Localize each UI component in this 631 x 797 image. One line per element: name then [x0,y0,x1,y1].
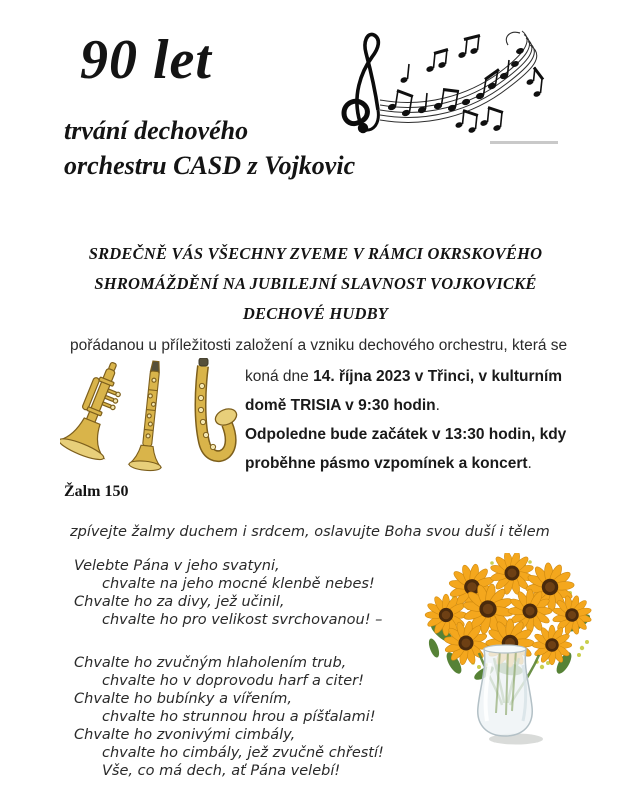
poem-line: chvalte ho strunnou hrou a píšťalami! [102,709,376,725]
sunflowers-svg [424,553,596,795]
music-notes-image [334,24,564,144]
clarinet-icon [129,360,172,472]
psalm-poem [74,557,384,780]
instruments-image [60,358,238,482]
psalm-stanza-1 [74,557,384,629]
psalm-stanza-2 [74,654,384,780]
saxophone-icon [198,358,238,456]
subtitle-line-1: trvání dechového [64,116,249,145]
note-heads [387,47,541,134]
invitation-line-2: SHROMÁŽDĚNÍ NA JUBILEJNÍ SLAVNOST VOJKOVICKÉ [94,274,537,293]
psalm-heading: Žalm 150 [64,483,129,500]
poem-line: Chvalte ho bubínky a vířením, [74,691,293,707]
music-notes-svg [334,24,564,144]
invitation-text [58,239,573,329]
note-beams [397,36,543,116]
page-subtitle [64,113,355,183]
psalm-motto: zpívejte žalmy duchem i srdcem, oslavujte Boha svou duší i tělem [70,524,550,540]
poem-line: Chvalte ho zvučným hlaholením trub, [74,655,347,671]
decorative-gray-line [490,141,558,144]
poem-line: Chvalte ho za divy, jež učinil, [74,594,285,610]
schedule-line-3: Odpoledne bude začátek v 13:30 hodin, kdy [245,426,567,443]
staff-lines [380,31,537,122]
poem-line: chvalte ho pro velikost svrchovanou! – [102,612,383,628]
poem-line: chvalte ho cimbály, jež zvučně chřestí! [102,745,384,761]
schedule-line-4: proběhne pásmo vzpomínek a koncert. [245,455,532,472]
poem-line: Chvalte ho zvonivými cimbály, [74,727,296,743]
poem-line: chvalte na jeho mocné klenbě nebes! [102,576,375,592]
instruments-svg [60,358,238,482]
sunflowers-image [424,553,596,795]
glass-vase [478,645,532,736]
subtitle-line-2: orchestru CASD z Vojkovic [64,151,356,180]
schedule-line-1: koná dne 14. října 2023 v Třinci, v kulturním [245,368,563,385]
invitation-line-3: DECHOVÉ HUDBY [242,304,389,323]
invitation-line-1: SRDEČNĚ VÁS VŠECHNY ZVEME V RÁMCI OKRSKOVÉHO [88,244,543,263]
poem-line: Velebte Pána v jeho svatyni, [74,558,280,574]
schedule-text [245,362,566,478]
page-title: 90 let [80,29,212,91]
poem-line: chvalte ho v doprovodu harf a citer! [102,673,364,689]
schedule-line-2: domě TRISIA v 9:30 hodin. [245,397,440,414]
treble-clef-icon [344,34,378,133]
details-intro: pořádanou u příležitosti založení a vzniku dechového orchestru, která se [70,337,568,354]
poem-line: Vše, co má dech, ať Pána velebí! [102,763,341,779]
trumpet-icon [60,358,138,463]
